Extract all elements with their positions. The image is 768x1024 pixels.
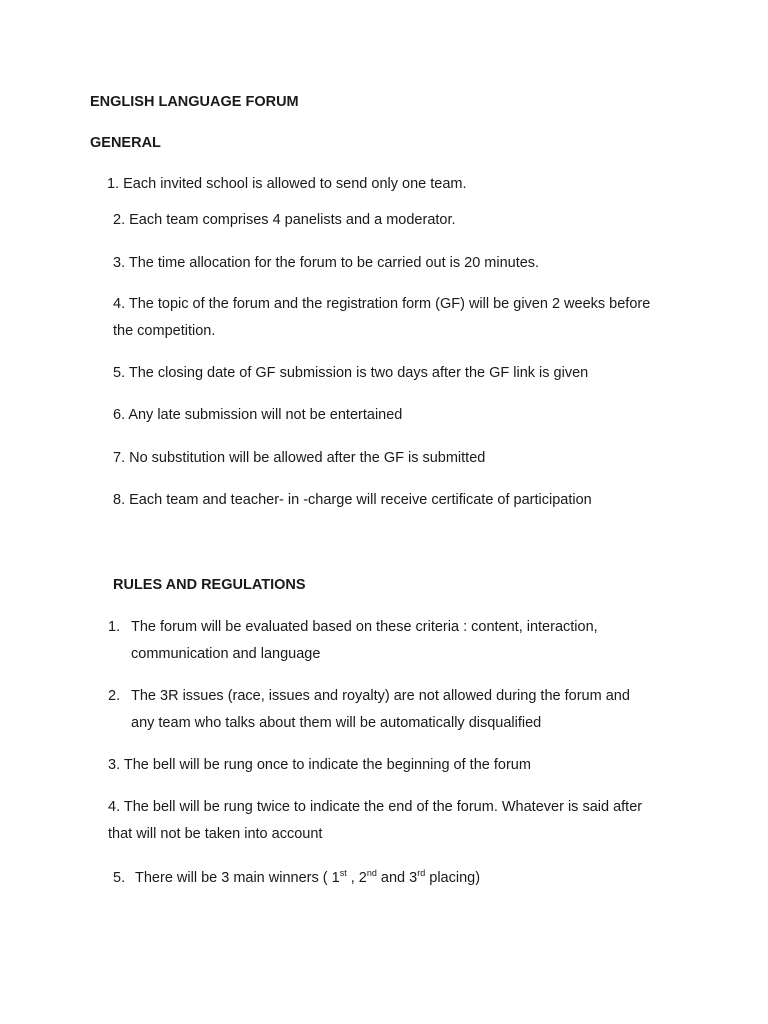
rules-item-1-continued: communication and language [131, 646, 321, 662]
general-item-8: 8. Each team and teacher- in -charge will receive certificate of participation [113, 492, 592, 508]
rules-item-4: 4. The bell will be rung twice to indicate the end of the forum. Whatever is said after [108, 799, 643, 815]
general-item-6: 6. Any late submission will not be entertained [113, 407, 403, 423]
general-item-4: 4. The topic of the forum and the registration form (GF) will be given 2 weeks before [113, 296, 651, 312]
rules-item-2-number: 2. [108, 688, 121, 704]
rules-item-1: The forum will be evaluated based on these criteria : content, interaction, [131, 619, 598, 635]
winners-text-a: There will be 3 main winners ( 1 [135, 870, 340, 886]
winners-text-b: , 2 [346, 870, 367, 886]
general-item-5: 5. The closing date of GF submission is two days after the GF link is given [113, 365, 589, 381]
general-item-7: 7. No substitution will be allowed after the GF is submitted [113, 450, 486, 466]
first-superscript: st [339, 868, 347, 878]
general-item-4-continued: the competition. [113, 323, 216, 339]
second-superscript: nd [366, 868, 377, 878]
winners-text-c: and 3 [376, 870, 418, 886]
third-superscript: rd [417, 868, 426, 878]
general-item-1: 1. Each invited school is allowed to send only one team. [107, 176, 467, 192]
rules-item-4-continued: that will not be taken into account [108, 826, 323, 842]
general-item-3: 3. The time allocation for the forum to be carried out is 20 minutes. [113, 255, 540, 271]
rules-item-5 [135, 869, 480, 887]
general-item-2: 2. Each team comprises 4 panelists and a moderator. [113, 212, 456, 228]
rules-item-5-number: 5. [113, 870, 126, 886]
document-title: ENGLISH LANGUAGE FORUM [90, 94, 299, 110]
rules-item-1-number: 1. [108, 619, 121, 635]
rules-item-2-continued: any team who talks about them will be automatically disqualified [131, 715, 542, 731]
rules-item-3: 3. The bell will be rung once to indicate the beginning of the forum [108, 757, 531, 773]
general-heading: GENERAL [90, 135, 161, 151]
winners-text-d: placing) [425, 870, 481, 886]
rules-item-2: The 3R issues (race, issues and royalty) are not allowed during the forum and [131, 688, 630, 704]
rules-heading: RULES AND REGULATIONS [113, 577, 306, 593]
